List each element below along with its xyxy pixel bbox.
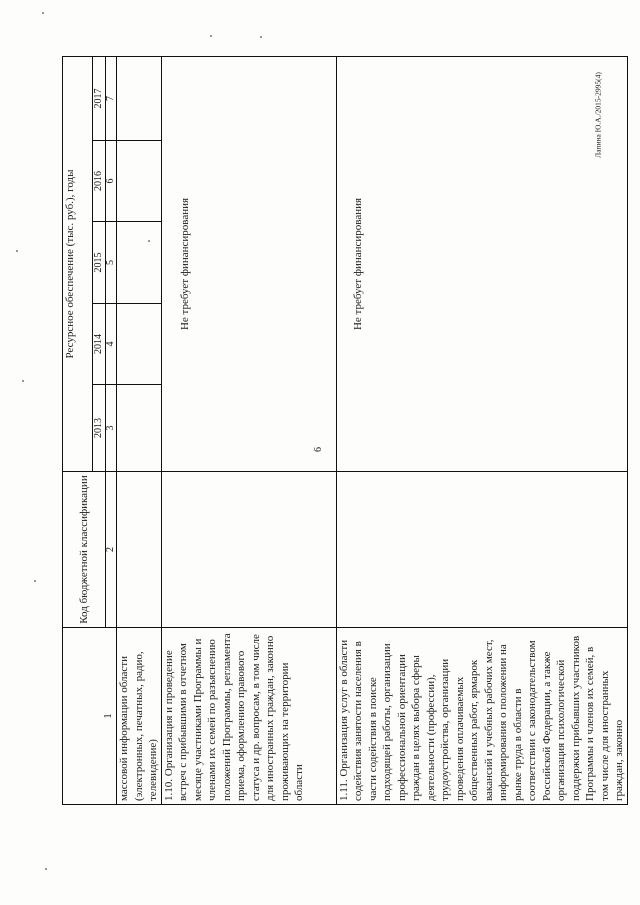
- header-col-7-number: 7: [106, 57, 117, 141]
- header-year-2016: 2016: [93, 141, 106, 222]
- funding-table: [62, 56, 628, 805]
- table-row: [336, 57, 627, 805]
- header-year-2017: 2017: [93, 57, 106, 141]
- document-stamp: Лапина Ю.А./2015-2995(4): [593, 72, 603, 158]
- scan-speck: [45, 868, 47, 870]
- row-description: 1.11. Организация услуг в области содействия занятости населения в части содействия в поиске подходящей работы, организации профессиональной ориентации граждан в целях выбора сферы деятельности (профессии), трудоустройства, организации проведения оплачиваемых общественных работ, ярмарок вакансий и учебных рабочих мест, информирования о положении на рынке труда в области в соответствии с законодательством Российской Федерации, а также организация психологической поддержки прибывших участников Программы и членов их семей, в том числе для иностранных граждан, законно: [336, 628, 627, 805]
- scan-speck: [34, 580, 36, 582]
- header-year-2014: 2014: [93, 304, 106, 385]
- row-funding-note: Не требует финансирования: [336, 57, 627, 472]
- scan-speck: [210, 35, 212, 37]
- row-budget-code: [161, 472, 336, 628]
- row-description: массовой информации области (электронных, печатных, радио, телевидение): [117, 628, 162, 805]
- header-year-2013: 2013: [93, 385, 106, 472]
- row-2017: [117, 57, 162, 141]
- row-2016: [117, 141, 162, 222]
- scan-speck: [42, 12, 44, 14]
- row-2014: [117, 304, 162, 385]
- scan-speck: [16, 250, 18, 252]
- header-col-6-number: 6: [106, 141, 117, 222]
- row-budget-code: [117, 472, 162, 628]
- scan-speck: [22, 380, 24, 382]
- header-col-5-number: 5: [106, 222, 117, 304]
- header-col-4-number: 4: [106, 304, 117, 385]
- header-resources: Ресурсное обеспечение (тыс. руб.), годы: [63, 57, 93, 472]
- header-col-3-number: 3: [106, 385, 117, 472]
- scan-speck: [260, 36, 262, 38]
- page-number: 6: [313, 447, 324, 452]
- table-row: [161, 57, 336, 805]
- row-2015: [117, 222, 162, 304]
- header-row-main: [63, 57, 93, 805]
- row-budget-code: [336, 472, 627, 628]
- rotated-table-container: [62, 57, 625, 805]
- table-row: [117, 57, 162, 805]
- header-year-2015: 2015: [93, 222, 106, 304]
- row-description: 1.10. Организация и проведение встреч с прибывшими в отчетном месяце участниками Программы и членами их семей по разъяснению положений Программы, регламента приема, оформлению правового статуса и др. вопросам, в том числе для иностранных граждан, законно проживающих на территории области: [161, 628, 336, 805]
- header-col-1-number: 1: [63, 628, 117, 805]
- row-funding-note: Не требует финансирования: [161, 57, 336, 472]
- header-budget-code: Код бюджетной классификации: [63, 472, 106, 628]
- row-2013: [117, 385, 162, 472]
- header-col-2-number: 2: [106, 472, 117, 628]
